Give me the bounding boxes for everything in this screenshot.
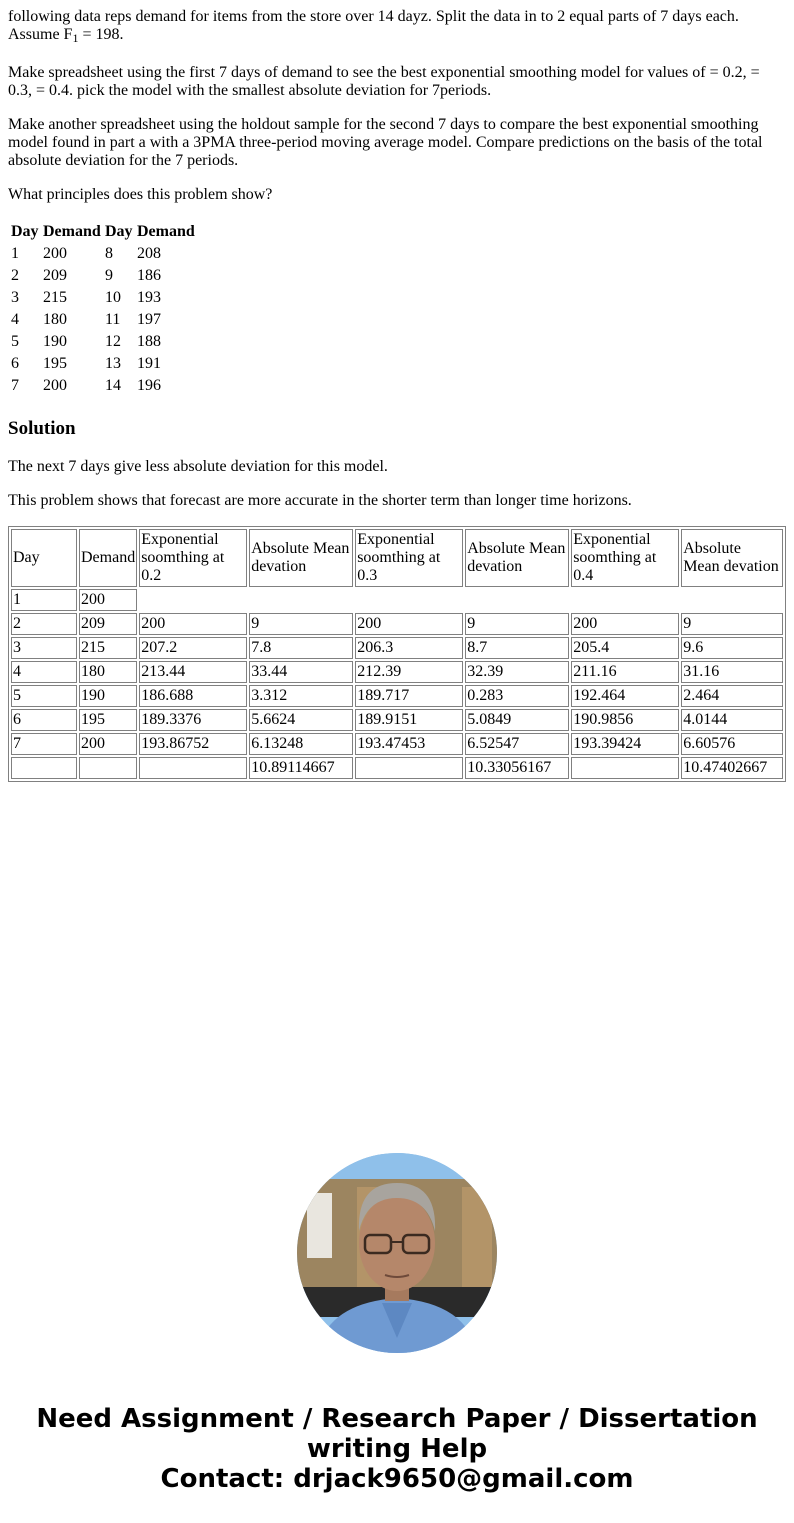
cell: 215 <box>43 289 67 306</box>
cell: 4 <box>11 311 19 328</box>
cell: 208 <box>137 245 161 262</box>
table-row <box>10 266 196 286</box>
table-row <box>10 288 196 308</box>
question-paragraph-2: Make spreadsheet using the first 7 days of demand to see the best exponential smoothing model for values of = 0.2, = 0.3, = 0.4. pick the model with the smallest absolute deviation for 7periods. <box>8 64 760 99</box>
cell: 14 <box>105 377 121 394</box>
question-paragraph-1 <box>8 8 778 44</box>
total-abs-dev-0-2: 10.89114667 <box>249 757 353 779</box>
cell: 13 <box>105 355 121 372</box>
header-abs-dev-0-3: Absolute Mean devation <box>465 529 569 587</box>
table-row <box>10 332 196 352</box>
cell: 186.688 <box>139 685 247 707</box>
header-abs-dev-0-2: Absolute Mean devation <box>249 529 353 587</box>
cell: 193.47453 <box>355 733 463 755</box>
table-row <box>10 354 196 374</box>
cell: 2 <box>11 613 77 635</box>
cell: 200 <box>139 613 247 635</box>
cell <box>571 757 679 779</box>
table-row <box>11 661 783 683</box>
table-row <box>11 709 783 731</box>
cell: 9 <box>681 613 783 635</box>
cell: 192.464 <box>571 685 679 707</box>
cell: 1 <box>11 589 77 611</box>
cell: 207.2 <box>139 637 247 659</box>
table-row <box>11 613 783 635</box>
cell: 200 <box>355 613 463 635</box>
cell: 8 <box>105 245 113 262</box>
contact-banner <box>0 1404 794 1494</box>
cell: 5 <box>11 685 77 707</box>
solution-line-1: The next 7 days give less absolute deviation for this model. <box>8 458 388 475</box>
cell: 7.8 <box>249 637 353 659</box>
cell: 190 <box>79 685 137 707</box>
cell: 9 <box>105 267 113 284</box>
cell: 200 <box>43 245 67 262</box>
table-row <box>11 637 783 659</box>
cell: 200 <box>43 377 67 394</box>
cell <box>11 757 77 779</box>
cell: 200 <box>571 613 679 635</box>
cell: 188 <box>137 333 161 350</box>
table-row <box>10 376 196 396</box>
cell: 209 <box>79 613 137 635</box>
cell: 3 <box>11 637 77 659</box>
header-day: Day <box>105 223 133 240</box>
demand-table <box>8 220 198 398</box>
cell: 206.3 <box>355 637 463 659</box>
cell <box>139 757 247 779</box>
cell: 6.52547 <box>465 733 569 755</box>
cell <box>79 757 137 779</box>
question-paragraph-3: Make another spreadsheet using the holdout sample for the second 7 days to compare the best exponential smoothing model found in part a with a 3PMA three-period moving average model. Compare predictions on the basis of the total absolute deviation for the 7 periods. <box>8 116 763 169</box>
cell: 212.39 <box>355 661 463 683</box>
cell: 200 <box>79 733 137 755</box>
cell: 32.39 <box>465 661 569 683</box>
total-abs-dev-0-3: 10.33056167 <box>465 757 569 779</box>
cell: 6 <box>11 709 77 731</box>
cell: 200 <box>79 589 137 611</box>
cell: 189.3376 <box>139 709 247 731</box>
cell: 193 <box>137 289 161 306</box>
cell: 31.16 <box>681 661 783 683</box>
cell: 4.0144 <box>681 709 783 731</box>
header-demand: Demand <box>43 223 101 240</box>
cell: 196 <box>137 377 161 394</box>
question-text: = 198. <box>78 26 124 43</box>
cell: 180 <box>43 311 67 328</box>
cell: 205.4 <box>571 637 679 659</box>
header-exp-0-2: Exponential soomthing at 0.2 <box>139 529 247 587</box>
cell: 195 <box>43 355 67 372</box>
header-exp-0-4: Exponential soomthing at 0.4 <box>571 529 679 587</box>
cell: 193.39424 <box>571 733 679 755</box>
cell: 9.6 <box>681 637 783 659</box>
cell: 12 <box>105 333 121 350</box>
table-row <box>11 685 783 707</box>
cell: 190.9856 <box>571 709 679 731</box>
avatar <box>297 1153 497 1353</box>
question-paragraph-4: What principles does this problem show? <box>8 186 273 203</box>
table-row <box>11 733 783 755</box>
subscript: 1 <box>72 31 79 45</box>
cell: 6.13248 <box>249 733 353 755</box>
banner-line-2: writing Help <box>306 1434 488 1464</box>
cell: 190 <box>43 333 67 350</box>
cell: 33.44 <box>249 661 353 683</box>
table-row <box>11 589 783 611</box>
cell: 3.312 <box>249 685 353 707</box>
cell: 2 <box>11 267 19 284</box>
header-day: Day <box>11 223 39 240</box>
totals-row <box>11 757 783 779</box>
cell <box>355 757 463 779</box>
header-exp-0-3: Exponential soomthing at 0.3 <box>355 529 463 587</box>
cell: 7 <box>11 733 77 755</box>
solution-heading: Solution <box>8 418 76 439</box>
spreadsheet-header <box>11 529 783 587</box>
cell: 209 <box>43 267 67 284</box>
cell: 5.6624 <box>249 709 353 731</box>
header-abs-dev-0-4: Absolute Mean devation <box>681 529 783 587</box>
cell: 6.60576 <box>681 733 783 755</box>
cell: 211.16 <box>571 661 679 683</box>
cell: 197 <box>137 311 161 328</box>
cell: 1 <box>11 245 19 262</box>
cell: 11 <box>105 311 121 328</box>
cell: 189.9151 <box>355 709 463 731</box>
spreadsheet-table <box>8 526 786 782</box>
header-demand: Demand <box>79 529 137 587</box>
table-row <box>10 244 196 264</box>
cell: 2.464 <box>681 685 783 707</box>
cell: 10 <box>105 289 121 306</box>
cell: 189.717 <box>355 685 463 707</box>
cell: 186 <box>137 267 161 284</box>
cell: 193.86752 <box>139 733 247 755</box>
cell: 195 <box>79 709 137 731</box>
solution-line-2: This problem shows that forecast are more accurate in the shorter term than longer time horizons. <box>8 492 632 509</box>
header-demand: Demand <box>137 223 195 240</box>
header-day: Day <box>11 529 77 587</box>
cell: 5.0849 <box>465 709 569 731</box>
cell: 213.44 <box>139 661 247 683</box>
cell: 0.283 <box>465 685 569 707</box>
table-row <box>10 310 196 330</box>
total-abs-dev-0-4: 10.47402667 <box>681 757 783 779</box>
cell: 6 <box>11 355 19 372</box>
demand-table-header <box>10 222 196 242</box>
banner-contact-email: Contact: drjack9650@gmail.com <box>160 1464 634 1494</box>
cell: 3 <box>11 289 19 306</box>
cell: 215 <box>79 637 137 659</box>
empty-cell <box>139 589 783 611</box>
person-photo-icon <box>297 1153 497 1353</box>
cell: 5 <box>11 333 19 350</box>
banner-line-1: Need Assignment / Research Paper / Dissertation <box>36 1404 758 1434</box>
cell: 8.7 <box>465 637 569 659</box>
question-text: following data reps demand for items from the store over 14 dayz. Split the data in to 2 equal parts of 7 days each. Assume F <box>8 8 739 43</box>
cell: 191 <box>137 355 161 372</box>
cell: 9 <box>465 613 569 635</box>
cell: 9 <box>249 613 353 635</box>
cell: 7 <box>11 377 19 394</box>
cell: 4 <box>11 661 77 683</box>
cell: 180 <box>79 661 137 683</box>
